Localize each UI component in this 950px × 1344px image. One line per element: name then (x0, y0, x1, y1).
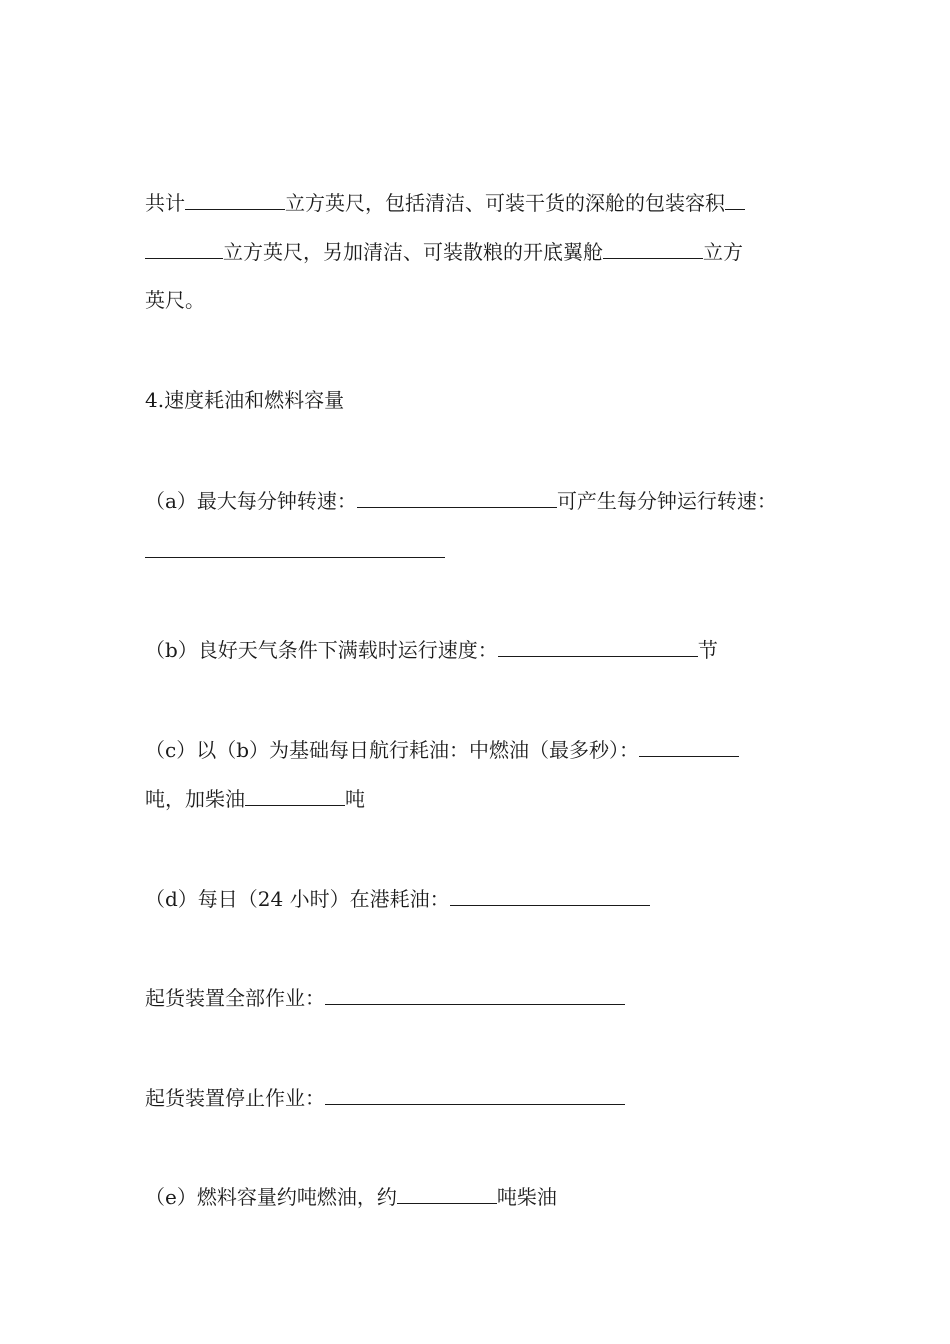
blank-field (185, 187, 285, 210)
blank-field (498, 634, 698, 657)
crane-full-line (145, 982, 815, 1012)
blank-field (639, 734, 739, 757)
text: 吨柴油 (496, 1185, 557, 1209)
text: 立方英尺，包括清洁、可装干货的深舱的包装容积 (285, 191, 725, 215)
paragraph-line (145, 187, 815, 217)
text: 立方 (703, 240, 743, 264)
blank-field (325, 982, 625, 1005)
text: （b）良好天气条件下满载时运行速度： (145, 638, 498, 662)
text: （e）燃料容量约吨燃油，约 (145, 1185, 397, 1209)
blank-field (603, 236, 703, 259)
blank-field (325, 1082, 625, 1105)
crane-stop-line (145, 1082, 815, 1112)
item-e-line (145, 1181, 815, 1211)
paragraph-line (145, 285, 815, 315)
text: 吨，加柴油 (145, 787, 245, 811)
item-c-line (145, 783, 815, 813)
blank-field (145, 236, 223, 259)
text: 共计 (145, 191, 185, 215)
item-a-line (145, 535, 815, 565)
blank-field (245, 783, 345, 806)
blank-field (357, 485, 557, 508)
blank-field (145, 535, 445, 558)
text: 起货装置停止作业： (145, 1086, 325, 1110)
text: 起货装置全部作业： (145, 986, 325, 1010)
item-c-line (145, 734, 815, 764)
text: （c）以（b）为基础每日航行耗油：中燃油（最多秒）： (145, 738, 640, 762)
text: 立方英尺，另加清洁、可装散粮的开底翼舱 (223, 240, 603, 264)
text: 节 (697, 638, 718, 662)
text: 可产生每分钟运行转速： (556, 489, 777, 513)
text: （a）最大每分钟转速： (145, 489, 357, 513)
item-a-line (145, 485, 815, 515)
item-d-line (145, 883, 815, 913)
section-heading: 4.速度耗油和燃料容量 (145, 388, 345, 412)
blank-field (725, 187, 745, 210)
text: 吨 (345, 787, 365, 811)
item-b-line (145, 634, 815, 664)
blank-field (450, 883, 650, 906)
paragraph-line (145, 236, 815, 266)
text: （d）每日（24 小时）在港耗油： (145, 887, 450, 911)
text: 英尺。 (145, 288, 205, 312)
blank-field (397, 1181, 497, 1204)
